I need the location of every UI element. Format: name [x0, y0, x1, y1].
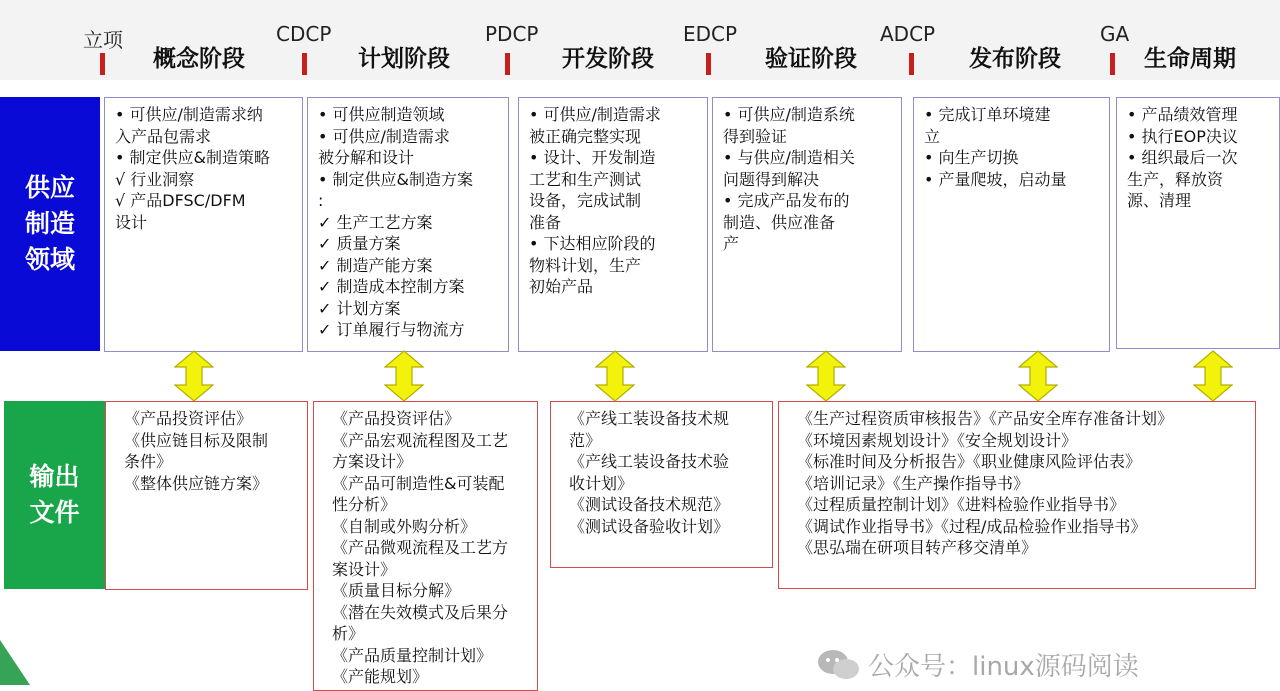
double-arrow-icon [1018, 350, 1058, 402]
box-line: • 设计、开发制造 [529, 148, 656, 167]
box-line: 《质量目标分解》 [332, 581, 461, 600]
box-line: ✓ 订单履行与物流方 [318, 320, 465, 339]
double-arrow-icon [806, 350, 846, 402]
box-line: 《产品投资评估》 [332, 409, 461, 428]
box-line: 被正确完整实现 [529, 126, 642, 146]
box-line: 物料计划，生产 [529, 255, 642, 275]
box-line: ✓ 质量方案 [318, 234, 401, 253]
box-line: ✓ 制造产能方案 [318, 255, 433, 275]
gate-marker [1110, 53, 1115, 75]
wechat-icon [816, 648, 862, 682]
box-line: 《调试作业指导书》《过程/成品检验作业指导书》 [797, 516, 1147, 536]
box-line: • 产量爬坡，启动量 [924, 169, 1067, 189]
stage-label: 验证阶段 [765, 46, 857, 72]
box-line: 《过程质量控制计划》《进料检验作业指导书》 [797, 495, 1126, 514]
row-label-supply [0, 97, 100, 351]
box-line: • 下达相应阶段的 [529, 234, 656, 253]
box-line: 《潜在失效模式及后果分 [332, 602, 509, 622]
box-line: 收计划》 [569, 473, 634, 493]
output-box-verify-release [778, 401, 1256, 589]
double-arrow-icon [384, 350, 424, 402]
supply-box-release [913, 97, 1110, 352]
double-arrow-icon [1193, 350, 1233, 402]
box-line: 《供应链目标及限制 [124, 430, 269, 450]
box-line: 《标准时间及分析报告》《职业健康风险评估表》 [797, 452, 1142, 471]
box-line: • 制定供应&制造策略 [115, 148, 271, 167]
box-line: 方案设计》 [332, 452, 413, 471]
box-line: 《产线工装设备技术规 [569, 409, 730, 428]
box-line: • 制定供应&制造方案 [318, 169, 474, 189]
gate-marker [909, 53, 914, 75]
box-line: 初始产品 [529, 277, 594, 296]
corner-decoration [0, 640, 30, 685]
stage-label: 计划阶段 [358, 46, 450, 72]
box-line: 《产品微观流程及工艺方 [332, 538, 509, 557]
box-line: • 可供应/制造需求 [529, 105, 661, 124]
gate-marker [100, 53, 105, 75]
box-line: • 组织最后一次 [1127, 148, 1238, 167]
box-line: 案设计》 [332, 559, 397, 579]
box-line: 入产品包需求 [115, 126, 212, 146]
box-line: ✓ 生产工艺方案 [318, 212, 433, 232]
row-label-output [4, 401, 105, 589]
box-line: • 完成订单环境建 [924, 105, 1051, 124]
stage-label: 概念阶段 [153, 46, 245, 72]
box-line: 《产品投资评估》 [124, 409, 253, 428]
box-line: 条件》 [124, 452, 173, 471]
output-box-plan [313, 401, 538, 691]
box-line: 《产品可制造性&可装配 [332, 473, 505, 493]
box-line: • 与供应/制造相关 [723, 148, 855, 167]
box-line: • 可供应/制造需求纳 [115, 105, 263, 124]
box-line: 《测试设备技术规范》 [569, 495, 730, 514]
box-line: 范》 [569, 430, 602, 450]
stage-label: 开发阶段 [562, 46, 654, 72]
gate-marker [706, 53, 711, 75]
box-line: • 可供应/制造需求 [318, 126, 450, 146]
box-line: • 向生产切换 [924, 148, 1019, 167]
gate-label: PDCP [485, 22, 539, 46]
box-line: 生产，释放资 [1127, 169, 1224, 189]
gate-label: CDCP [276, 22, 332, 46]
box-line: 准备 [529, 212, 562, 232]
box-line: 立 [924, 126, 941, 146]
box-line: 《产线工装设备技术验 [569, 452, 730, 471]
box-line: 《生产过程资质审核报告》《产品安全库存准备计划》 [797, 409, 1174, 428]
supply-box-develop [518, 97, 708, 352]
box-line: ✓ 制造成本控制方案 [318, 277, 465, 296]
watermark-text: 公众号：linux源码阅读 [868, 652, 1139, 682]
box-line: 《自制或外购分析》 [332, 516, 477, 536]
box-line: ✓ 计划方案 [318, 298, 401, 318]
box-line: 工艺和生产测试 [529, 169, 642, 189]
box-line: 《产能规划》 [332, 667, 429, 686]
box-line: 问题得到解决 [723, 169, 820, 189]
output-box-develop [550, 401, 773, 568]
gate-marker [302, 53, 307, 75]
box-line: : [318, 191, 324, 210]
double-arrow-icon [174, 350, 214, 402]
gate-label: EDCP [683, 22, 738, 46]
box-line: • 完成产品发布的 [723, 191, 850, 210]
gate-label: ADCP [880, 22, 936, 46]
box-line: 性分析》 [332, 495, 397, 514]
supply-box-lifecycle [1116, 97, 1280, 349]
box-line: 《产品质量控制计划》 [332, 645, 493, 665]
box-line: √ 产品DFSC/DFM [115, 191, 246, 210]
gate-label: GA [1100, 22, 1130, 46]
gate-label: 立项 [83, 28, 123, 52]
stage-label: 发布阶段 [969, 46, 1061, 72]
box-line: • 产品绩效管理 [1127, 105, 1238, 124]
box-line: 《测试设备验收计划》 [569, 516, 730, 536]
box-line: 设计 [115, 212, 148, 232]
supply-box-concept [104, 97, 303, 352]
box-line: 《产品宏观流程图及工艺 [332, 430, 509, 450]
box-line: 《环境因素规划设计》《安全规划设计》 [797, 430, 1078, 450]
box-line: 被分解和设计 [318, 148, 415, 167]
box-line: 析》 [332, 624, 365, 643]
box-line: √ 行业洞察 [115, 169, 195, 189]
output-box-concept [105, 401, 308, 590]
box-line: 设备，完成试制 [529, 191, 642, 210]
box-line: 制造、供应准备 [723, 212, 836, 232]
stage-label: 生命周期 [1144, 46, 1236, 72]
box-line: • 可供应/制造系统 [723, 105, 855, 124]
box-line: 源、清理 [1127, 191, 1192, 210]
box-line: • 可供应制造领域 [318, 105, 445, 124]
box-line: 《整体供应链方案》 [124, 473, 269, 493]
box-line: 《思弘瑞在研项目转产移交清单》 [797, 538, 1038, 557]
supply-box-verify [712, 97, 902, 352]
gate-marker [505, 53, 510, 75]
row-label-output-text: 输出 文件 [29, 462, 80, 527]
box-line: 产 [723, 234, 740, 253]
box-line: 得到验证 [723, 126, 788, 146]
box-line: 《培训记录》《生产操作指导书》 [797, 473, 1030, 493]
box-line: • 执行EOP决议 [1127, 126, 1238, 146]
row-label-supply-text: 供应 制造 领域 [24, 173, 75, 274]
supply-box-plan [307, 97, 509, 352]
double-arrow-icon [595, 350, 635, 402]
